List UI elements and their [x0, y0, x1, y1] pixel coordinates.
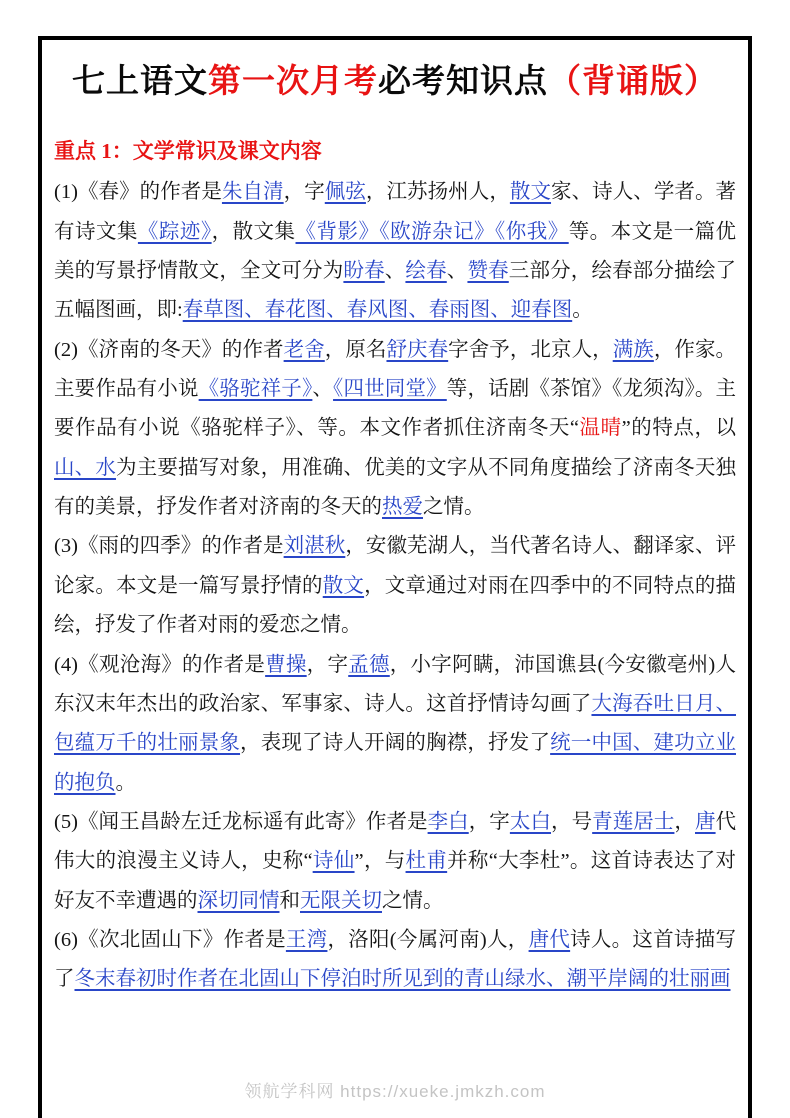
highlighted-term: 满族	[612, 338, 654, 361]
highlighted-term: 《骆驼祥子》	[198, 378, 313, 401]
highlighted-term: 《四世同堂》	[333, 378, 447, 401]
text-run: ，表现了诗人开阔的胸襟，抒发了	[240, 732, 551, 755]
text-run: 字舍予，北京人，	[448, 338, 613, 361]
text-run: (1)《春》的作者是	[54, 181, 222, 204]
text-run: ，作家。主要作品有小说	[54, 338, 737, 401]
highlighted-term: 山、水	[54, 456, 117, 479]
highlighted-term: 深切同情	[197, 889, 280, 912]
highlighted-term: 统一中国、建功立业的抱负	[54, 732, 736, 794]
highlighted-term: 春草图、春花图、春风图、春雨图、迎春图	[182, 299, 573, 322]
text-run: 等，话剧《茶馆》《龙须沟》。主要作品有小说《骆驼样子》、等。本文作者抓住济南冬天“	[54, 378, 737, 440]
red-emphasis: 温晴	[579, 417, 622, 440]
page-border-frame	[38, 36, 752, 1118]
text-run: ，字	[306, 653, 349, 676]
text-run: ，安徽芜湖人，当代著名诗人、翻译家、评论家。本文是一篇写景抒情的	[54, 535, 737, 597]
highlighted-term: 唐代	[528, 929, 571, 952]
paragraph-3	[54, 527, 736, 645]
text-run: 之情。	[382, 889, 444, 912]
text-run: 并称“大李杜”。这首诗表达了对好友不幸遭遇的	[54, 850, 736, 912]
text-run: ”的特点，以	[621, 417, 736, 440]
highlighted-term: 佩弦	[324, 181, 366, 204]
red-emphasis: （背诵版）	[548, 64, 718, 100]
text-run: ，江苏扬州人，	[365, 181, 510, 204]
highlighted-term: 盼春	[343, 259, 385, 282]
highlighted-term: 散文	[509, 181, 552, 204]
page-title	[54, 62, 736, 103]
text-run: ，文章通过对雨在四季中的不同特点的描绘，抒发了作者对雨的爱恋之情。	[54, 574, 736, 637]
highlighted-term: 冬末春初时作者在北固山下停泊时所见到的青山绿水、潮平岸阔的壮丽画	[74, 968, 731, 991]
text-run: 为主要描写对象，用准确、优美的文字从不同角度描绘了济南冬天独有的美景，抒发作者对济南的冬天的	[54, 456, 736, 519]
highlighted-term: 曹操	[265, 653, 307, 676]
highlighted-term: 诗仙	[312, 850, 355, 873]
text-run: 三部分，绘春部分描绘了五幅图画，即:	[54, 259, 736, 322]
text-run: 、	[312, 378, 334, 401]
watermark: 领航学科网 https://xueke.jmkzh.com	[244, 1082, 546, 1101]
highlighted-term: 王湾	[285, 929, 328, 952]
text-run: 、	[446, 259, 468, 282]
paragraph-2	[54, 331, 736, 528]
text-run: 。	[572, 299, 593, 322]
text-run: ，原名	[324, 338, 387, 361]
highlighted-term: 杜甫	[405, 850, 448, 873]
text-run: 、	[384, 259, 406, 282]
paragraph-1	[54, 173, 736, 330]
text-run: 代伟大的浪漫主义诗人，史称“	[54, 811, 737, 873]
text-run: 必考知识点	[378, 64, 548, 100]
highlighted-term: 大海吞吐日月、包蕴万千的壮丽景象	[54, 692, 736, 755]
text-run: ，洛阳(今属河南)人，	[327, 929, 529, 952]
highlighted-term: 舒庆春	[386, 338, 449, 361]
text-run: (5)《闻王昌龄左迁龙标遥有此寄》作者是	[54, 811, 428, 833]
text-run: ，散文集	[211, 220, 296, 243]
highlighted-term: 青莲居士	[592, 811, 675, 833]
text-run: 七上语文	[72, 64, 208, 100]
text-run: ”，与	[354, 850, 406, 873]
section-heading: 重点 1：文学常识及课文内容	[54, 139, 322, 164]
paragraph-list	[54, 173, 736, 1000]
highlighted-term: 李白	[427, 811, 469, 833]
highlighted-term: 唐	[695, 811, 716, 833]
text-run: ，字	[468, 811, 510, 833]
highlighted-term: 《踪迹》	[137, 220, 212, 243]
paragraph-4	[54, 646, 736, 803]
text-run: (2)《济南的冬天》的作者	[54, 338, 284, 361]
paragraph-5	[54, 803, 736, 921]
text-run: 诗人。这首诗描写了	[54, 929, 737, 991]
text-run: (4)《观沧海》的作者是	[54, 653, 266, 676]
highlighted-term: 绘春	[405, 259, 447, 282]
text-run: 家、诗人、学者。著有诗文集	[54, 181, 737, 243]
text-run: 之情。	[423, 496, 485, 519]
highlighted-term: 无限关切	[300, 889, 382, 912]
highlighted-term: 刘湛秋	[283, 535, 346, 558]
highlighted-term: 《背影》《欧游杂记》《你我》	[295, 220, 569, 243]
text-run: ，	[674, 811, 695, 833]
red-emphasis: 第一次月考	[208, 64, 378, 100]
text-run: ，字	[283, 181, 325, 204]
text-run: 和	[279, 889, 300, 912]
text-run: ，号	[551, 811, 593, 833]
text-run: (3)《雨的四季》的作者是	[54, 535, 284, 558]
highlighted-term: 孟德	[348, 653, 390, 676]
text-run: 等。本文是一篇优美的写景抒情散文，全文可分为	[54, 220, 737, 282]
highlighted-term: 朱自清	[221, 181, 284, 204]
text-run: 。	[115, 771, 136, 794]
paragraph-6	[54, 921, 736, 1000]
highlighted-term: 散文	[322, 574, 365, 597]
highlighted-term: 太白	[509, 811, 552, 833]
text-run: ，小字阿瞒，沛国谯县(今安徽亳州)人东汉末年杰出的政治家、军事家、诗人。这首抒情诗勾画了	[54, 653, 737, 715]
highlighted-term: 赞春	[467, 259, 509, 282]
text-run: (6)《次北固山下》作者是	[54, 929, 286, 952]
highlighted-term: 热爱	[382, 496, 423, 519]
highlighted-term: 老舍	[283, 338, 325, 361]
